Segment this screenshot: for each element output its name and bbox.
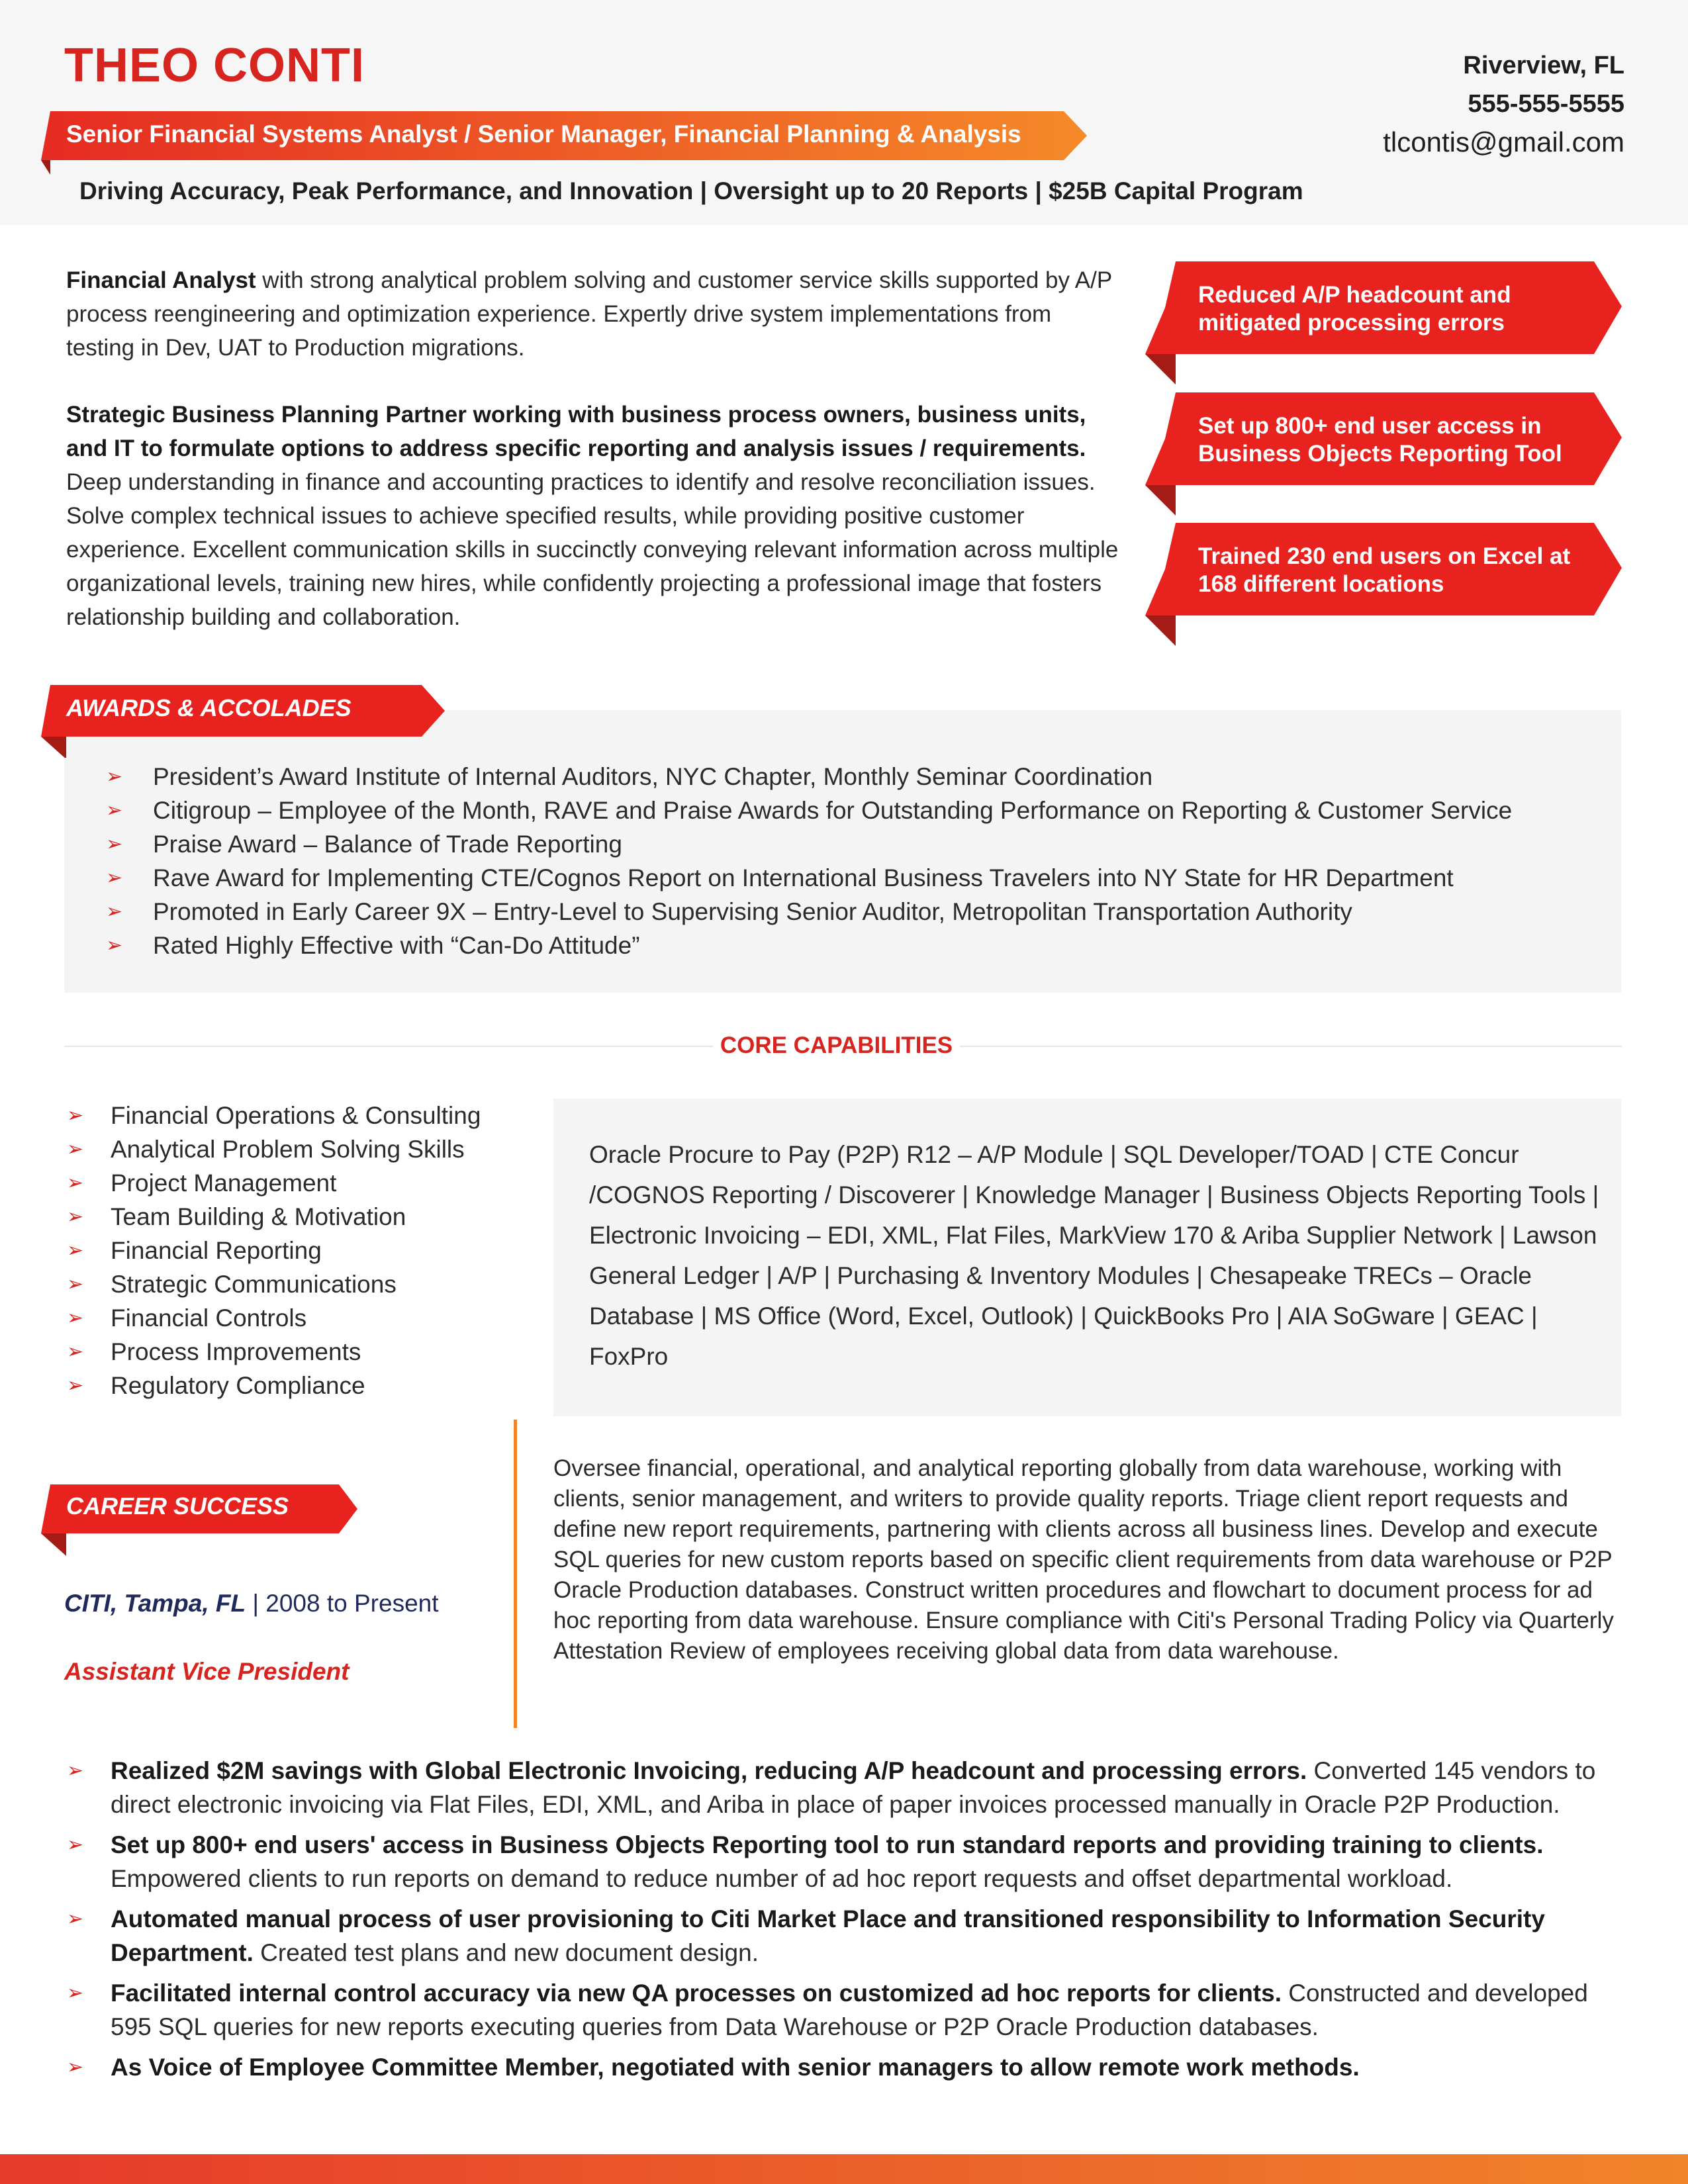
list-item xyxy=(106,760,1595,794)
list-item xyxy=(64,1902,1626,1970)
awards-heading-ribbon xyxy=(41,685,445,758)
capability-text: Strategic Communications xyxy=(111,1271,397,1298)
list-item xyxy=(64,1369,528,1402)
award-text: Rated Highly Effective with “Can-Do Attitude” xyxy=(153,932,640,959)
achievement-text: Constructed and developed 595 SQL queries for new reports executing queries from Data Warehouse or P2P Oracle Production databases. xyxy=(111,1979,1588,2040)
arrow-bullet-icon: ➢ xyxy=(67,1375,84,1396)
arrow-bullet-icon: ➢ xyxy=(67,1273,84,1295)
list-item xyxy=(64,1234,528,1267)
list-item xyxy=(64,1099,528,1132)
callout-text-1: Reduced A/P headcount and mitigated processing errors xyxy=(1198,282,1511,336)
career-heading-ribbon xyxy=(41,1484,359,1557)
list-item xyxy=(64,2050,1626,2084)
arrow-bullet-icon: ➢ xyxy=(106,867,123,889)
award-text: President’s Award Institute of Internal Auditors, NYC Chapter, Monthly Seminar Coordination xyxy=(153,763,1153,790)
technical-skills: Oracle Procure to Pay (P2P) R12 – A/P Module | SQL Developer/TOAD | CTE Concur /COGNOS Reporting / Discoverer | Knowledge Manager | Business Objects Reporting Tools | Electronic Invoicing – EDI, XML, Flat Files, MarkView 170 & Ariba Supplier Network | Lawson General Ledger | A/P | Purchasing & Inventory Modules | Chesapeake TRECs – Oracle Database | MS Office (Word, Excel, Outlook) | QuickBooks Pro | AIA SoGware | GEAC | FoxPro xyxy=(589,1141,1599,1370)
list-item xyxy=(64,1301,528,1335)
list-item xyxy=(64,1976,1626,2044)
achievements-list xyxy=(64,1754,1626,2091)
list-item xyxy=(64,1132,528,1166)
career-divider xyxy=(514,1420,517,1728)
arrow-bullet-icon: ➢ xyxy=(67,1307,84,1329)
list-item xyxy=(64,1754,1626,1821)
list-item xyxy=(106,827,1595,861)
award-text: Citigroup – Employee of the Month, RAVE and Praise Awards for Outstanding Performance on Reporting & Customer Service xyxy=(153,797,1513,824)
job-title: Assistant Vice President xyxy=(64,1658,350,1685)
contact-phone: 555-555-5555 xyxy=(1468,90,1624,118)
achievement-lead: Facilitated internal control accuracy via new QA processes on customized ad hoc reports for clients. xyxy=(111,1979,1282,2007)
arrow-bullet-icon: ➢ xyxy=(106,901,123,923)
achievement-text: Empowered clients to run reports on demand to reduce number of ad hoc report requests and offset departmental workload. xyxy=(111,1865,1453,1892)
list-item xyxy=(64,1166,528,1200)
callout-1 xyxy=(1145,261,1622,354)
capability-text: Project Management xyxy=(111,1169,337,1197)
capabilities-list xyxy=(64,1099,528,1402)
list-item xyxy=(64,1267,528,1301)
achievement-lead: Automated manual process of user provisioning to Citi Market Place and transitioned responsibility to Information Security Department. xyxy=(111,1905,1545,1966)
arrow-bullet-icon: ➢ xyxy=(67,1240,84,1261)
divider-left xyxy=(64,1046,713,1047)
achievement-lead: Realized $2M savings with Global Electronic Invoicing, reducing A/P headcount and processing errors. xyxy=(111,1757,1307,1784)
arrow-bullet-icon: ➢ xyxy=(106,766,123,788)
award-text: Praise Award – Balance of Trade Reporting xyxy=(153,831,622,858)
list-item xyxy=(64,1200,528,1234)
contact-email[interactable]: tlcontis@gmail.com xyxy=(1383,126,1624,158)
list-item xyxy=(106,929,1595,962)
summary-text-2: Deep understanding in finance and accounting practices to identify and resolve reconciliation issues. Solve complex technical issues to achieve specified results, while providing positive customer experience. Excellent communication skills in succinctly conveying relevant information across multiple organizational levels, training new hires, while confidently projecting a professional image that fosters relationship building and collaboration. xyxy=(66,469,1119,630)
capability-text: Process Improvements xyxy=(111,1338,361,1365)
arrow-bullet-icon: ➢ xyxy=(67,1206,84,1228)
list-item xyxy=(64,1828,1626,1895)
divider-right xyxy=(960,1046,1622,1047)
arrow-bullet-icon: ➢ xyxy=(67,1341,84,1363)
employer-name: CITI, Tampa, FL xyxy=(64,1590,246,1617)
list-item xyxy=(106,861,1595,895)
arrow-bullet-icon: ➢ xyxy=(67,1982,84,2004)
capability-text: Financial Operations & Consulting xyxy=(111,1102,481,1129)
arrow-bullet-icon: ➢ xyxy=(67,1105,84,1126)
contact-city: Riverview, FL xyxy=(1463,52,1624,79)
callout-text-2: Set up 800+ end user access in Business Objects Reporting Tool xyxy=(1198,413,1562,467)
arrow-bullet-icon: ➢ xyxy=(67,1760,84,1782)
career-heading: CAREER SUCCESS xyxy=(66,1492,289,1520)
employment-dates: | 2008 to Present xyxy=(246,1590,439,1617)
capability-text: Financial Controls xyxy=(111,1304,307,1332)
list-item xyxy=(64,1335,528,1369)
arrow-bullet-icon: ➢ xyxy=(67,2056,84,2078)
capability-text: Team Building & Motivation xyxy=(111,1203,406,1230)
summary-paragraph-1 xyxy=(66,263,1125,365)
arrow-bullet-icon: ➢ xyxy=(106,833,123,855)
contact-block xyxy=(1383,46,1624,161)
employer-line xyxy=(64,1590,439,1617)
callout-text-3: Trained 230 end users on Excel at 168 different locations xyxy=(1198,543,1571,597)
list-item xyxy=(106,895,1595,929)
capability-text: Analytical Problem Solving Skills xyxy=(111,1136,465,1163)
capabilities-heading: CORE CAPABILITIES xyxy=(720,1032,953,1058)
achievement-lead: As Voice of Employee Committee Member, negotiated with senior managers to allow remote work methods. xyxy=(111,2054,1360,2081)
capability-text: Regulatory Compliance xyxy=(111,1372,365,1399)
achievement-text: Converted 145 vendors to direct electronic invoicing via Flat Files, EDI, XML, and Ariba in place of paper invoices processed manually in Oracle P2P Production. xyxy=(111,1757,1596,1818)
list-item xyxy=(106,794,1595,827)
summary-lead-2: Strategic Business Planning Partner working with business process owners, business units, and IT to formulate options to address specific reporting and analysis issues / requirements. xyxy=(66,402,1086,461)
callout-2 xyxy=(1145,392,1622,485)
arrow-bullet-icon: ➢ xyxy=(67,1908,84,1930)
callout-3 xyxy=(1145,523,1622,615)
professional-title: Senior Financial Systems Analyst / Senior Manager, Financial Planning & Analysis xyxy=(66,120,1021,148)
arrow-bullet-icon: ➢ xyxy=(106,799,123,821)
award-text: Promoted in Early Career 9X – Entry-Level to Supervising Senior Auditor, Metropolitan Transportation Authority xyxy=(153,898,1352,925)
candidate-name: THEO CONTI xyxy=(64,39,365,92)
summary-text-1: with strong analytical problem solving and customer service skills supported by A/P process reengineering and optimization experience. Expertly drive system implementations from testing in Dev, UAT to Production migrations. xyxy=(66,267,1112,361)
achievement-text: Created test plans and new document design. xyxy=(253,1939,759,1966)
summary xyxy=(66,263,1125,667)
arrow-bullet-icon: ➢ xyxy=(67,1172,84,1194)
tagline: Driving Accuracy, Peak Performance, and Innovation | Oversight up to 20 Reports | $25B Capital Program xyxy=(79,177,1303,205)
achievement-lead: Set up 800+ end users' access in Business Objects Reporting tool to run standard reports and providing training to clients. xyxy=(111,1831,1544,1858)
summary-paragraph-2 xyxy=(66,398,1125,634)
career-description: Oversee financial, operational, and analytical reporting globally from data warehouse, working with clients, senior management, and writers to provide quality reports. Triage client report requests and define new report requirements, partnering with clients across all business lines. Develop and execute SQL queries for new custom reports based on specific client requirements from data warehouse or P2P Oracle Production databases. Construct written procedures and flowchart to document process for ad hoc reporting from data warehouse. Ensure compliance with Citi's Personal Trading Policy via Quarterly Attestation Review of employees receiving global data from data warehouse. xyxy=(553,1455,1614,1664)
award-text: Rave Award for Implementing CTE/Cognos Report on International Business Travelers into NY State for HR Department xyxy=(153,864,1454,891)
awards-list xyxy=(106,760,1595,962)
summary-lead-1: Financial Analyst xyxy=(66,267,256,293)
awards-heading: AWARDS & ACCOLADES xyxy=(66,694,352,721)
footer-bar xyxy=(0,2154,1688,2184)
arrow-bullet-icon: ➢ xyxy=(67,1138,84,1160)
arrow-bullet-icon: ➢ xyxy=(106,934,123,956)
capability-text: Financial Reporting xyxy=(111,1237,322,1264)
arrow-bullet-icon: ➢ xyxy=(67,1834,84,1856)
